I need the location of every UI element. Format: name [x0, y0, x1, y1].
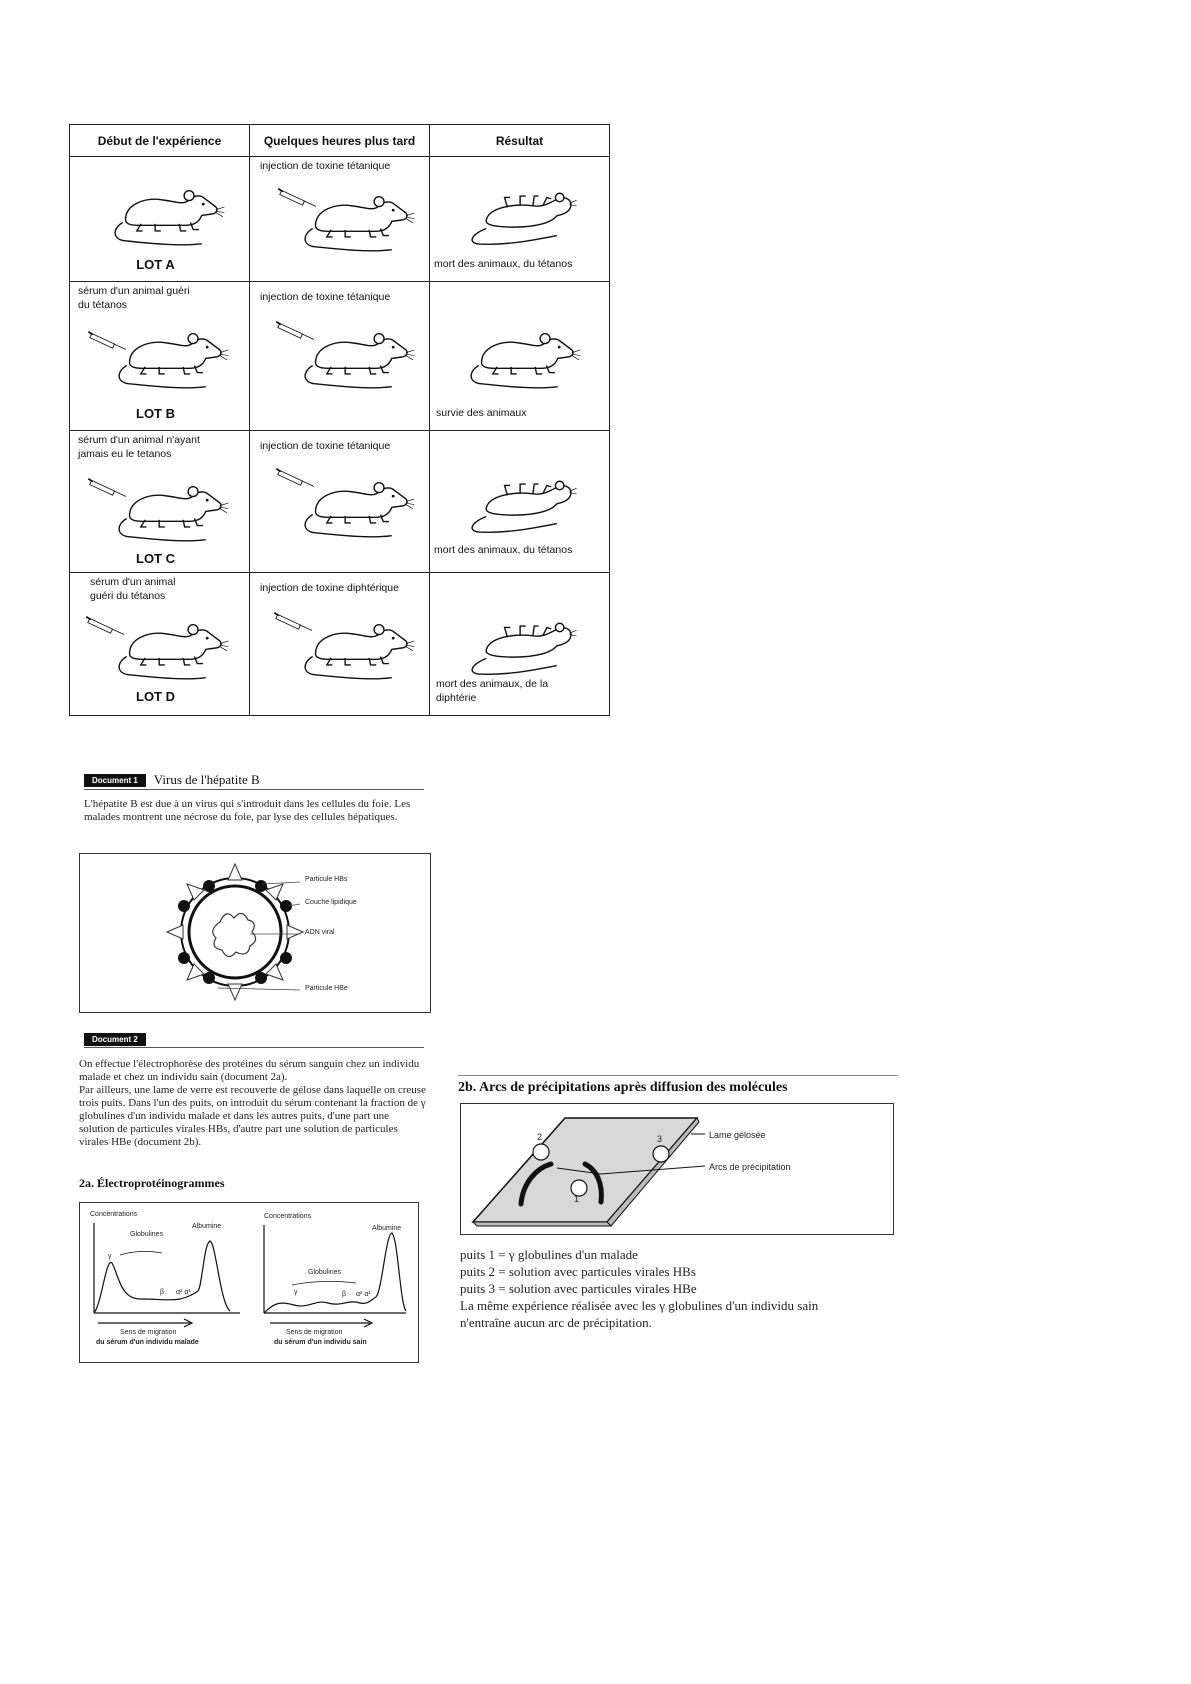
- serum-label: sérum d'un animal guéri du tétanos: [78, 285, 190, 311]
- header-start: Début de l'expérience: [70, 125, 250, 157]
- result-label: mort des animaux, de la diphtérie: [436, 678, 549, 704]
- mouse-illustration: [114, 312, 234, 402]
- graph1-ylabel: Concentrations: [90, 1211, 138, 1218]
- wells-legend: [460, 1246, 900, 1331]
- table-row: [70, 431, 610, 573]
- graph2-globulines: Globulines: [308, 1269, 342, 1276]
- label-arcs: Arcs de précipitation: [709, 1162, 791, 1172]
- doc2-tag: Document 2: [84, 1033, 146, 1046]
- result-label: mort des animaux, du tétanos: [434, 258, 573, 270]
- gel-figure: [460, 1103, 894, 1235]
- doc1-tag: Document 1: [84, 774, 146, 787]
- doc2-header: [84, 1033, 146, 1046]
- lot-label: LOT C: [136, 551, 175, 566]
- well-2-label: 2: [537, 1132, 543, 1142]
- table-row: [70, 573, 610, 716]
- lot-label: LOT B: [136, 406, 175, 421]
- graph2-gamma: γ: [294, 1289, 298, 1296]
- cell-start: [70, 282, 250, 431]
- header-result: Résultat: [430, 125, 610, 157]
- cell-start: [70, 431, 250, 573]
- mouse-illustration: [114, 465, 234, 555]
- dead-mouse-illustration: [458, 177, 578, 249]
- header-later: Quelques heures plus tard: [250, 125, 430, 157]
- divider: [84, 1047, 424, 1048]
- mouse-illustration: [300, 603, 420, 693]
- mouse-illustration: [300, 175, 420, 265]
- well-legend-1: puits 1 = γ globulines d'un malade: [460, 1247, 638, 1262]
- graph2-caption: du sérum d'un individu sain: [274, 1339, 367, 1346]
- divider: [84, 789, 424, 790]
- cell-result: [430, 573, 610, 716]
- mouse-illustration: [114, 603, 234, 693]
- graph1-gamma: γ: [108, 1253, 112, 1260]
- cell-start: [70, 573, 250, 716]
- injection-label: injection de toxine tétanique: [260, 440, 391, 452]
- conclusion-line-2: n'entraîne aucun arc de précipitation.: [460, 1315, 652, 1330]
- cell-later: [250, 431, 430, 573]
- mouse-illustration: [300, 312, 420, 402]
- injection-label: injection de toxine diphtérique: [260, 582, 399, 594]
- result-label: survie des animaux: [436, 407, 527, 419]
- graph1-xlabel: Sens de migration: [120, 1329, 177, 1336]
- dead-mouse-illustration: [458, 607, 578, 679]
- graph2-alpha: α² α¹: [356, 1291, 371, 1298]
- electrophoresis-figure: [79, 1202, 419, 1363]
- label-adn: ADN viral: [305, 929, 335, 936]
- serum-label: sérum d'un animal n'ayant jamais eu le tetanos: [78, 434, 200, 460]
- graph2-xlabel: Sens de migration: [286, 1329, 343, 1336]
- doc2-text: [79, 1058, 427, 1149]
- mouse-illustration: [110, 169, 230, 259]
- well-legend-3: puits 3 = solution avec particules virales HBe: [460, 1281, 697, 1296]
- virus-figure: [79, 853, 431, 1013]
- experiment-table: [69, 124, 610, 716]
- gel-diagram: [461, 1104, 893, 1234]
- virus-diagram: [80, 854, 430, 1012]
- cell-result: [430, 282, 610, 431]
- well-legend-2: puits 2 = solution avec particules virales HBs: [460, 1264, 696, 1279]
- mouse-illustration: [300, 461, 420, 551]
- graph1-globulines: Globulines: [130, 1231, 164, 1238]
- lot-label: LOT D: [136, 689, 175, 704]
- lot-label: LOT A: [136, 257, 175, 272]
- well-3-label: 3: [657, 1134, 663, 1144]
- graph2-beta: β: [342, 1291, 347, 1298]
- title-2b: 2b. Arcs de précipitations après diffusion des molécules: [458, 1080, 788, 1095]
- graph1-alpha: α² α¹: [176, 1289, 191, 1296]
- title-2a: 2a. Électroprotéinogrammes: [79, 1176, 225, 1190]
- label-hbs: Particule HBs: [305, 876, 348, 883]
- conclusion-line-1: La même expérience réalisée avec les γ globulines d'un individu sain: [460, 1298, 819, 1313]
- injection-label: injection de toxine tétanique: [260, 291, 391, 303]
- cell-later: [250, 282, 430, 431]
- result-label: mort des animaux, du tétanos: [434, 544, 573, 556]
- mouse-illustration: [466, 312, 586, 402]
- cell-later: [250, 157, 430, 282]
- graph1-beta: β: [160, 1289, 165, 1296]
- serum-label: sérum d'un animal guéri du tétanos: [90, 576, 176, 602]
- table-row: [70, 157, 610, 282]
- doc1-text: L'hépatite B est due à un virus qui s'introduit dans les cellules du foie. Les malades montrent une nécrose du foie, par lyse des cellules hépatiques.: [84, 798, 411, 823]
- dead-mouse-illustration: [458, 465, 578, 537]
- doc1-title: Virus de l'hépatite B: [153, 772, 260, 787]
- graph2-albumine: Albumine: [372, 1225, 402, 1232]
- divider: [458, 1075, 898, 1076]
- cell-start: [70, 157, 250, 282]
- graph1-albumine: Albumine: [192, 1223, 222, 1230]
- cell-result: [430, 157, 610, 282]
- injection-label: injection de toxine tétanique: [260, 160, 391, 172]
- doc2-text-2: Par ailleurs, une lame de verre est recouverte de gélose dans laquelle on creuse trois puits. Dans l'un des puits, on introduit du sérum contenant la fraction de γ globulines d'un individu malade et dans les autres puits, d'une part une solution de particules virales HBs, d'autre part une solution de particules virales HBe (document 2b).: [79, 1084, 426, 1148]
- doc2-text-1: On effectue l'électrophorèse des protéines du sérum sanguin chez un individu malade et chez un individu sain (document 2a).: [79, 1058, 420, 1083]
- label-lame: Lame gélosée: [709, 1130, 766, 1140]
- well-1-label: 1: [574, 1194, 580, 1204]
- graph1-caption: du sérum d'un individu malade: [96, 1339, 199, 1346]
- cell-result: [430, 431, 610, 573]
- graph2-ylabel: Concentrations: [264, 1213, 312, 1220]
- cell-later: [250, 573, 430, 716]
- label-lipid: Couche lipidique: [305, 899, 357, 906]
- table-row: [70, 282, 610, 431]
- table-header-row: [70, 125, 610, 157]
- doc1-header: [84, 772, 260, 788]
- label-hbe: Particule HBe: [305, 985, 348, 992]
